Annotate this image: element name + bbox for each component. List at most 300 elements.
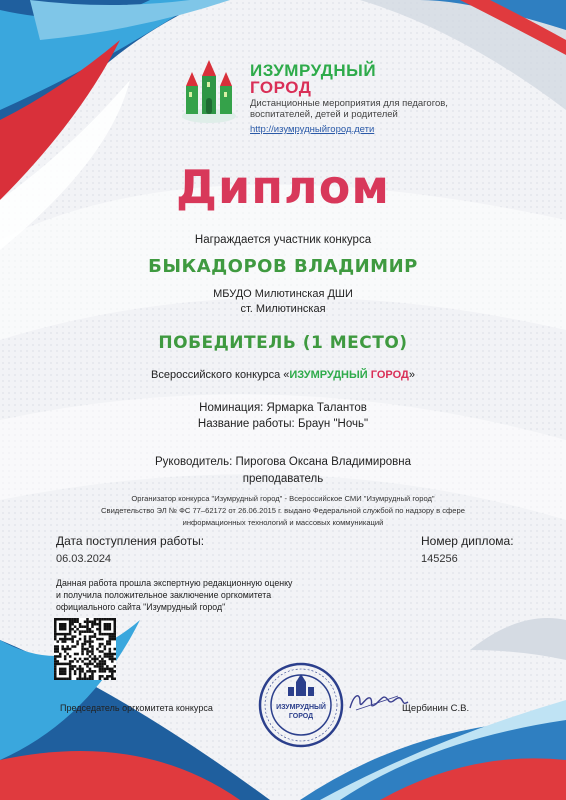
qr-module <box>106 625 109 628</box>
qr-module <box>59 668 62 671</box>
qr-module <box>111 670 114 673</box>
qr-module <box>74 630 77 633</box>
institution-line2: ст. Милютинская <box>240 303 326 315</box>
logo-subtitle-line1: Дистанционные мероприятия для педагогов, <box>250 98 448 109</box>
qr-module <box>64 638 67 641</box>
qr-module <box>86 623 89 626</box>
qr-module <box>89 640 92 643</box>
work-title: Название работы: Браун "Ночь" <box>197 418 369 430</box>
qr-module <box>61 670 64 673</box>
qr-module <box>101 665 104 668</box>
qr-module <box>59 670 62 673</box>
qr-module <box>74 618 77 621</box>
official-stamp-icon <box>258 662 344 748</box>
qr-module <box>59 638 62 641</box>
qr-module <box>79 658 82 661</box>
qr-module <box>111 655 114 658</box>
qr-module <box>114 665 116 668</box>
qr-module <box>76 628 79 631</box>
qr-module <box>79 670 82 673</box>
qr-module <box>91 645 94 648</box>
qr-module <box>86 618 89 621</box>
qr-module <box>91 650 94 653</box>
qr-module <box>114 628 116 631</box>
qr-module <box>89 650 92 653</box>
qr-module <box>104 633 107 636</box>
qr-module <box>114 620 116 623</box>
qr-module <box>114 630 116 633</box>
qr-module <box>109 623 112 626</box>
qr-module <box>86 678 89 680</box>
qr-module <box>94 618 97 621</box>
expert-note-line1: Данная работа прошла экспертную редакционную оценку <box>56 578 293 588</box>
qr-module <box>86 620 89 623</box>
qr-module <box>91 635 94 638</box>
qr-module <box>64 673 67 676</box>
qr-module <box>106 655 109 658</box>
qr-module <box>94 633 97 636</box>
qr-module <box>69 630 72 633</box>
qr-module <box>91 675 94 678</box>
qr-module <box>99 663 102 666</box>
qr-module <box>96 665 99 668</box>
qr-module <box>99 678 102 680</box>
qr-module <box>54 620 57 623</box>
qr-module <box>99 645 102 648</box>
qr-module <box>114 653 116 656</box>
qr-module <box>74 620 77 623</box>
qr-module <box>109 653 112 656</box>
qr-module <box>94 623 97 626</box>
qr-module <box>86 628 89 631</box>
qr-module <box>109 655 112 658</box>
qr-module <box>99 665 102 668</box>
qr-module <box>54 673 57 676</box>
qr-module <box>111 673 114 676</box>
chair-name: Щербинин С.В. <box>402 703 470 714</box>
qr-module <box>79 675 82 678</box>
qr-module <box>106 628 109 631</box>
qr-module <box>104 660 107 663</box>
qr-module <box>59 653 62 656</box>
qr-module <box>54 663 57 666</box>
qr-module <box>76 643 79 646</box>
qr-module <box>114 658 116 661</box>
qr-module <box>69 618 72 621</box>
qr-module <box>89 668 92 671</box>
qr-module <box>101 658 104 661</box>
qr-module <box>91 653 94 656</box>
qr-module <box>81 645 84 648</box>
qr-module <box>69 623 72 626</box>
qr-module <box>81 650 84 653</box>
qr-module <box>101 670 104 673</box>
qr-module <box>109 675 112 678</box>
qr-module <box>79 668 82 671</box>
qr-module <box>74 670 77 673</box>
qr-module <box>84 648 87 651</box>
qr-module <box>84 675 87 678</box>
qr-module <box>99 668 102 671</box>
qr-module <box>114 625 116 628</box>
qr-module <box>56 633 59 636</box>
qr-module <box>84 635 87 638</box>
qr-module <box>99 655 102 658</box>
qr-module <box>86 670 89 673</box>
qr-module <box>74 625 77 628</box>
qr-module <box>66 653 69 656</box>
qr-module <box>61 625 64 628</box>
qr-module <box>64 668 67 671</box>
qr-module <box>86 630 89 633</box>
diploma-number-value: 145256 <box>421 553 458 565</box>
qr-module <box>76 618 79 621</box>
expert-note-line3: официального сайта "Изумрудный город" <box>56 602 226 612</box>
qr-module <box>111 660 114 663</box>
qr-module <box>76 653 79 656</box>
qr-module <box>74 653 77 656</box>
qr-module <box>94 660 97 663</box>
qr-module <box>56 660 59 663</box>
qr-module <box>64 648 67 651</box>
diploma-number-label: Номер диплома: <box>421 534 514 548</box>
qr-module <box>91 673 94 676</box>
qr-module <box>84 620 87 623</box>
qr-module <box>84 625 87 628</box>
qr-module <box>96 628 99 631</box>
qr-module <box>56 618 59 621</box>
qr-module <box>54 655 57 658</box>
qr-module <box>79 630 82 633</box>
qr-module <box>99 643 102 646</box>
qr-module <box>109 668 112 671</box>
qr-module <box>94 635 97 638</box>
qr-module <box>106 640 109 643</box>
qr-module <box>64 625 67 628</box>
qr-module <box>69 665 72 668</box>
qr-module <box>61 640 64 643</box>
qr-module <box>109 618 112 621</box>
qr-module <box>84 643 87 646</box>
qr-module <box>84 678 87 680</box>
qr-module <box>79 638 82 641</box>
qr-module <box>109 658 112 661</box>
qr-module <box>69 673 72 676</box>
qr-module <box>86 665 89 668</box>
qr-code[interactable] <box>54 618 116 680</box>
qr-module <box>81 678 84 680</box>
qr-module <box>64 650 67 653</box>
qr-module <box>59 655 62 658</box>
qr-module <box>106 633 109 636</box>
qr-module <box>91 640 94 643</box>
qr-module <box>114 678 116 680</box>
qr-module <box>89 645 92 648</box>
qr-module <box>114 648 116 651</box>
qr-module <box>59 618 62 621</box>
qr-module <box>101 675 104 678</box>
qr-module <box>54 635 57 638</box>
qr-module <box>56 650 59 653</box>
qr-module <box>99 670 102 673</box>
qr-module <box>106 668 109 671</box>
qr-module <box>101 650 104 653</box>
qr-module <box>86 625 89 628</box>
qr-module <box>54 623 57 626</box>
qr-module <box>99 650 102 653</box>
qr-module <box>96 618 99 621</box>
contest-word-city: ГОРОД <box>370 369 409 381</box>
contest-prefix: Всероссийского конкурса « <box>151 369 290 381</box>
qr-module <box>61 648 64 651</box>
qr-module <box>109 643 112 646</box>
logo-url-link[interactable]: http://изумрудныйгород.дети <box>250 124 375 135</box>
qr-module <box>81 648 84 651</box>
qr-module <box>76 660 79 663</box>
qr-module <box>64 633 67 636</box>
qr-module <box>71 668 74 671</box>
qr-module <box>89 628 92 631</box>
qr-code-image <box>54 618 116 680</box>
qr-module <box>81 670 84 673</box>
qr-module <box>71 635 74 638</box>
qr-module <box>114 618 116 621</box>
qr-module <box>104 625 107 628</box>
expert-note-line2: и получила положительное заключение оргкомитета <box>56 590 272 600</box>
qr-module <box>111 658 114 661</box>
qr-module <box>61 633 64 636</box>
qr-module <box>64 658 67 661</box>
qr-module <box>94 620 97 623</box>
qr-module <box>61 668 64 671</box>
qr-module <box>106 643 109 646</box>
qr-module <box>96 648 99 651</box>
qr-module <box>66 663 69 666</box>
qr-module <box>106 618 109 621</box>
qr-module <box>111 678 114 680</box>
qr-module <box>99 625 102 628</box>
qr-module <box>76 640 79 643</box>
qr-module <box>66 648 69 651</box>
qr-module <box>109 625 112 628</box>
qr-module <box>84 658 87 661</box>
qr-module <box>69 625 72 628</box>
qr-module <box>64 640 67 643</box>
qr-module <box>54 625 57 628</box>
qr-module <box>96 623 99 626</box>
qr-module <box>79 623 82 626</box>
qr-module <box>94 670 97 673</box>
qr-module <box>81 625 84 628</box>
qr-module <box>91 620 94 623</box>
qr-module <box>79 625 82 628</box>
qr-module <box>89 620 92 623</box>
qr-module <box>66 618 69 621</box>
qr-module <box>56 640 59 643</box>
contest-suffix: » <box>408 369 415 381</box>
qr-module <box>69 628 72 631</box>
qr-module <box>111 653 114 656</box>
qr-module <box>61 638 64 641</box>
qr-module <box>71 665 74 668</box>
diploma-title: Диплом <box>176 160 390 214</box>
qr-module <box>89 638 92 641</box>
qr-module <box>84 630 87 633</box>
qr-module <box>104 655 107 658</box>
qr-module <box>114 635 116 638</box>
qr-module <box>64 623 67 626</box>
qr-module <box>114 623 116 626</box>
qr-module <box>66 678 69 680</box>
qr-module <box>96 663 99 666</box>
result-text: ПОБЕДИТЕЛЬ (1 МЕСТО) <box>158 333 408 353</box>
qr-module <box>104 678 107 680</box>
qr-module <box>106 678 109 680</box>
qr-module <box>69 678 72 680</box>
qr-module <box>104 645 107 648</box>
organizer-line1: Организатор конкурса "Изумрудный город" - Всероссийское СМИ "Изумрудный город" <box>131 494 435 503</box>
qr-module <box>76 668 79 671</box>
qr-module <box>66 638 69 641</box>
qr-module <box>84 673 87 676</box>
qr-module <box>59 625 62 628</box>
qr-module <box>114 670 116 673</box>
qr-module <box>79 673 82 676</box>
qr-module <box>89 675 92 678</box>
qr-module <box>74 635 77 638</box>
qr-module <box>69 663 72 666</box>
qr-module <box>84 663 87 666</box>
qr-module <box>101 668 104 671</box>
qr-module <box>114 638 116 641</box>
qr-module <box>114 633 116 636</box>
qr-module <box>109 638 112 641</box>
qr-module <box>91 658 94 661</box>
qr-module <box>61 645 64 648</box>
stamp-text-line1: ИЗУМРУДНЫЙ <box>276 704 326 711</box>
logo-title-line2: ГОРОД <box>250 78 312 97</box>
qr-module <box>59 628 62 631</box>
qr-module <box>59 678 62 680</box>
qr-module <box>86 648 89 651</box>
qr-module <box>61 673 64 676</box>
qr-module <box>96 658 99 661</box>
qr-module <box>81 643 84 646</box>
qr-module <box>89 635 92 638</box>
qr-module <box>66 645 69 648</box>
qr-module <box>84 638 87 641</box>
date-label: Дата поступления работы: <box>56 534 205 548</box>
qr-module <box>86 653 89 656</box>
qr-module <box>99 620 102 623</box>
qr-module <box>94 658 97 661</box>
qr-module <box>89 630 92 633</box>
qr-module <box>89 670 92 673</box>
qr-module <box>54 633 57 636</box>
qr-module <box>54 628 57 631</box>
qr-module <box>104 648 107 651</box>
date-value: 06.03.2024 <box>56 553 112 565</box>
qr-module <box>89 678 92 680</box>
qr-module <box>94 665 97 668</box>
qr-module <box>54 645 57 648</box>
handwritten-signature <box>348 688 410 716</box>
supervisor-role: преподаватель <box>242 473 324 485</box>
qr-module <box>54 665 57 668</box>
qr-module <box>104 618 107 621</box>
qr-module <box>109 635 112 638</box>
qr-module <box>69 655 72 658</box>
qr-module <box>109 640 112 643</box>
qr-module <box>74 645 77 648</box>
qr-module <box>109 633 112 636</box>
qr-module <box>64 670 67 673</box>
qr-module <box>104 628 107 631</box>
qr-module <box>91 663 94 666</box>
qr-module <box>59 673 62 676</box>
castle-logo-icon <box>180 58 238 124</box>
qr-module <box>111 633 114 636</box>
qr-module <box>64 628 67 631</box>
organizer-line3: информационных технологий и массовых коммуникаций <box>182 518 384 527</box>
qr-module <box>106 665 109 668</box>
supervisor: Руководитель: Пирогова Оксана Владимировна <box>155 456 411 468</box>
qr-module <box>91 625 94 628</box>
qr-module <box>109 628 112 631</box>
qr-module <box>104 653 107 656</box>
qr-module <box>54 650 57 653</box>
qr-module <box>91 678 94 680</box>
qr-module <box>71 645 74 648</box>
qr-module <box>89 663 92 666</box>
qr-module <box>81 668 84 671</box>
qr-module <box>56 648 59 651</box>
qr-module <box>64 678 67 680</box>
qr-module <box>69 633 72 636</box>
qr-module <box>111 675 114 678</box>
qr-module <box>79 633 82 636</box>
qr-module <box>54 648 57 651</box>
qr-module <box>74 665 77 668</box>
organizer-line2: Свидетельство ЭЛ № ФС 77–62172 от 26.06.2015 г. выдано Федеральной службой по надзору в сфере <box>101 506 465 515</box>
qr-module <box>101 618 104 621</box>
qr-module <box>86 658 89 661</box>
qr-module <box>101 643 104 646</box>
qr-module <box>89 643 92 646</box>
qr-module <box>109 648 112 651</box>
qr-module <box>61 623 64 626</box>
qr-module <box>64 663 67 666</box>
chair-label: Председатель оргкомитета конкурса <box>60 703 213 713</box>
qr-module <box>91 670 94 673</box>
qr-module <box>111 618 114 621</box>
qr-module <box>81 653 84 656</box>
qr-module <box>54 678 57 680</box>
qr-module <box>69 620 72 623</box>
qr-module <box>76 620 79 623</box>
contest-line <box>0 369 566 381</box>
qr-module <box>69 670 72 673</box>
qr-module <box>54 668 57 671</box>
qr-module <box>74 658 77 661</box>
qr-module <box>69 638 72 641</box>
qr-module <box>71 638 74 641</box>
qr-module <box>109 650 112 653</box>
qr-module <box>54 660 57 663</box>
qr-module <box>99 630 102 633</box>
qr-module <box>69 675 72 678</box>
qr-module <box>69 668 72 671</box>
